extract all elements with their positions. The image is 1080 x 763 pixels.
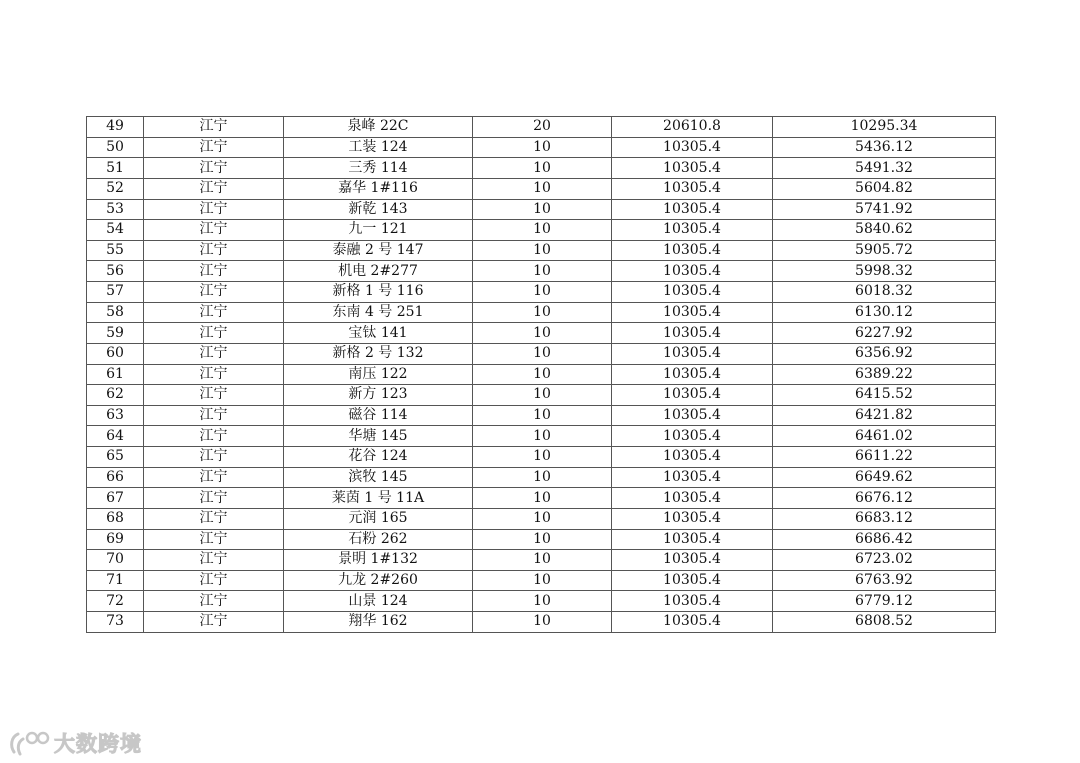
quantity-cell: 10 [473,570,612,591]
table-row [87,385,996,406]
row-number-cell: 71 [87,570,144,591]
table-row [87,570,996,591]
name-cell: 景明 1#132 [284,550,473,571]
name-cell: 华塘 145 [284,426,473,447]
amount-cell: 10305.4 [612,405,773,426]
table-row [87,612,996,633]
amount-cell: 10305.4 [612,343,773,364]
name-cell: 嘉华 1#116 [284,178,473,199]
amount-cell: 10305.4 [612,137,773,158]
district-cell: 江宁 [144,447,284,468]
value-cell: 6779.12 [773,591,996,612]
value-cell: 5436.12 [773,137,996,158]
row-number-cell: 56 [87,261,144,282]
district-cell: 江宁 [144,343,284,364]
name-cell: 磁谷 114 [284,405,473,426]
amount-cell: 10305.4 [612,591,773,612]
row-number-cell: 61 [87,364,144,385]
row-number-cell: 57 [87,282,144,303]
quantity-cell: 10 [473,529,612,550]
name-cell: 新格 2 号 132 [284,343,473,364]
quantity-cell: 20 [473,117,612,138]
name-cell: 新乾 143 [284,199,473,220]
quantity-cell: 10 [473,178,612,199]
district-cell: 江宁 [144,591,284,612]
row-number-cell: 60 [87,343,144,364]
value-cell: 6649.62 [773,467,996,488]
table-row [87,447,996,468]
value-cell: 6415.52 [773,385,996,406]
district-cell: 江宁 [144,199,284,220]
row-number-cell: 73 [87,612,144,633]
district-cell: 江宁 [144,405,284,426]
value-cell: 5840.62 [773,220,996,241]
quantity-cell: 10 [473,426,612,447]
quantity-cell: 10 [473,488,612,509]
quantity-cell: 10 [473,158,612,179]
district-cell: 江宁 [144,302,284,323]
row-number-cell: 62 [87,385,144,406]
table-row [87,261,996,282]
name-cell: 山景 124 [284,591,473,612]
data-table [86,116,996,633]
row-number-cell: 54 [87,220,144,241]
quantity-cell: 10 [473,385,612,406]
table-row [87,117,996,138]
row-number-cell: 53 [87,199,144,220]
row-number-cell: 52 [87,178,144,199]
district-cell: 江宁 [144,282,284,303]
row-number-cell: 64 [87,426,144,447]
logo-icon [8,728,52,758]
value-cell: 5741.92 [773,199,996,220]
table-row [87,591,996,612]
district-cell: 江宁 [144,323,284,344]
watermark [8,727,142,759]
table-row [87,488,996,509]
quantity-cell: 10 [473,199,612,220]
quantity-cell: 10 [473,323,612,344]
table-row [87,405,996,426]
amount-cell: 10305.4 [612,488,773,509]
table-row [87,158,996,179]
table-row [87,282,996,303]
value-cell: 6611.22 [773,447,996,468]
quantity-cell: 10 [473,343,612,364]
quantity-cell: 10 [473,612,612,633]
name-cell: 莱茵 1 号 11A [284,488,473,509]
amount-cell: 20610.8 [612,117,773,138]
district-cell: 江宁 [144,570,284,591]
name-cell: 九龙 2#260 [284,570,473,591]
row-number-cell: 70 [87,550,144,571]
value-cell: 6683.12 [773,508,996,529]
district-cell: 江宁 [144,488,284,509]
quantity-cell: 10 [473,282,612,303]
name-cell: 翔华 162 [284,612,473,633]
row-number-cell: 50 [87,137,144,158]
district-cell: 江宁 [144,467,284,488]
table-row [87,240,996,261]
value-cell: 6686.42 [773,529,996,550]
quantity-cell: 10 [473,364,612,385]
row-number-cell: 55 [87,240,144,261]
district-cell: 江宁 [144,178,284,199]
table-row [87,467,996,488]
table-row [87,550,996,571]
amount-cell: 10305.4 [612,508,773,529]
table-row [87,302,996,323]
quantity-cell: 10 [473,137,612,158]
amount-cell: 10305.4 [612,261,773,282]
district-cell: 江宁 [144,117,284,138]
quantity-cell: 10 [473,550,612,571]
value-cell: 6676.12 [773,488,996,509]
name-cell: 新方 123 [284,385,473,406]
value-cell: 6723.02 [773,550,996,571]
row-number-cell: 72 [87,591,144,612]
district-cell: 江宁 [144,220,284,241]
amount-cell: 10305.4 [612,302,773,323]
value-cell: 5998.32 [773,261,996,282]
quantity-cell: 10 [473,405,612,426]
amount-cell: 10305.4 [612,529,773,550]
district-cell: 江宁 [144,612,284,633]
amount-cell: 10305.4 [612,570,773,591]
amount-cell: 10305.4 [612,199,773,220]
amount-cell: 10305.4 [612,220,773,241]
district-cell: 江宁 [144,261,284,282]
district-cell: 江宁 [144,385,284,406]
table-row [87,323,996,344]
district-cell: 江宁 [144,158,284,179]
quantity-cell: 10 [473,467,612,488]
name-cell: 机电 2#277 [284,261,473,282]
table-row [87,364,996,385]
quantity-cell: 10 [473,508,612,529]
watermark-text: 大数跨境 [54,732,142,756]
quantity-cell: 10 [473,302,612,323]
name-cell: 三秀 114 [284,158,473,179]
table-row [87,426,996,447]
name-cell: 南压 122 [284,364,473,385]
value-cell: 6461.02 [773,426,996,447]
name-cell: 九一 121 [284,220,473,241]
name-cell: 工装 124 [284,137,473,158]
row-number-cell: 65 [87,447,144,468]
amount-cell: 10305.4 [612,240,773,261]
row-number-cell: 67 [87,488,144,509]
amount-cell: 10305.4 [612,158,773,179]
quantity-cell: 10 [473,220,612,241]
district-cell: 江宁 [144,529,284,550]
name-cell: 宝钛 141 [284,323,473,344]
value-cell: 10295.34 [773,117,996,138]
value-cell: 5905.72 [773,240,996,261]
name-cell: 泰融 2 号 147 [284,240,473,261]
value-cell: 5491.32 [773,158,996,179]
table-row [87,220,996,241]
quantity-cell: 10 [473,240,612,261]
amount-cell: 10305.4 [612,447,773,468]
row-number-cell: 49 [87,117,144,138]
table-row [87,529,996,550]
value-cell: 5604.82 [773,178,996,199]
name-cell: 石粉 262 [284,529,473,550]
amount-cell: 10305.4 [612,612,773,633]
name-cell: 花谷 124 [284,447,473,468]
table-row [87,508,996,529]
table-row [87,137,996,158]
amount-cell: 10305.4 [612,323,773,344]
name-cell: 泉峰 22C [284,117,473,138]
quantity-cell: 10 [473,447,612,468]
district-cell: 江宁 [144,364,284,385]
amount-cell: 10305.4 [612,178,773,199]
amount-cell: 10305.4 [612,385,773,406]
name-cell: 滨牧 145 [284,467,473,488]
row-number-cell: 66 [87,467,144,488]
row-number-cell: 59 [87,323,144,344]
amount-cell: 10305.4 [612,282,773,303]
value-cell: 6356.92 [773,343,996,364]
table-row [87,199,996,220]
amount-cell: 10305.4 [612,364,773,385]
value-cell: 6421.82 [773,405,996,426]
district-cell: 江宁 [144,508,284,529]
amount-cell: 10305.4 [612,467,773,488]
table-body [87,117,996,633]
row-number-cell: 58 [87,302,144,323]
row-number-cell: 63 [87,405,144,426]
row-number-cell: 69 [87,529,144,550]
value-cell: 6763.92 [773,570,996,591]
table-row [87,343,996,364]
district-cell: 江宁 [144,426,284,447]
value-cell: 6808.52 [773,612,996,633]
amount-cell: 10305.4 [612,550,773,571]
value-cell: 6389.22 [773,364,996,385]
district-cell: 江宁 [144,137,284,158]
value-cell: 6227.92 [773,323,996,344]
name-cell: 元润 165 [284,508,473,529]
amount-cell: 10305.4 [612,426,773,447]
name-cell: 新格 1 号 116 [284,282,473,303]
quantity-cell: 10 [473,261,612,282]
district-cell: 江宁 [144,240,284,261]
table-row [87,178,996,199]
row-number-cell: 51 [87,158,144,179]
name-cell: 东南 4 号 251 [284,302,473,323]
value-cell: 6018.32 [773,282,996,303]
row-number-cell: 68 [87,508,144,529]
value-cell: 6130.12 [773,302,996,323]
quantity-cell: 10 [473,591,612,612]
district-cell: 江宁 [144,550,284,571]
